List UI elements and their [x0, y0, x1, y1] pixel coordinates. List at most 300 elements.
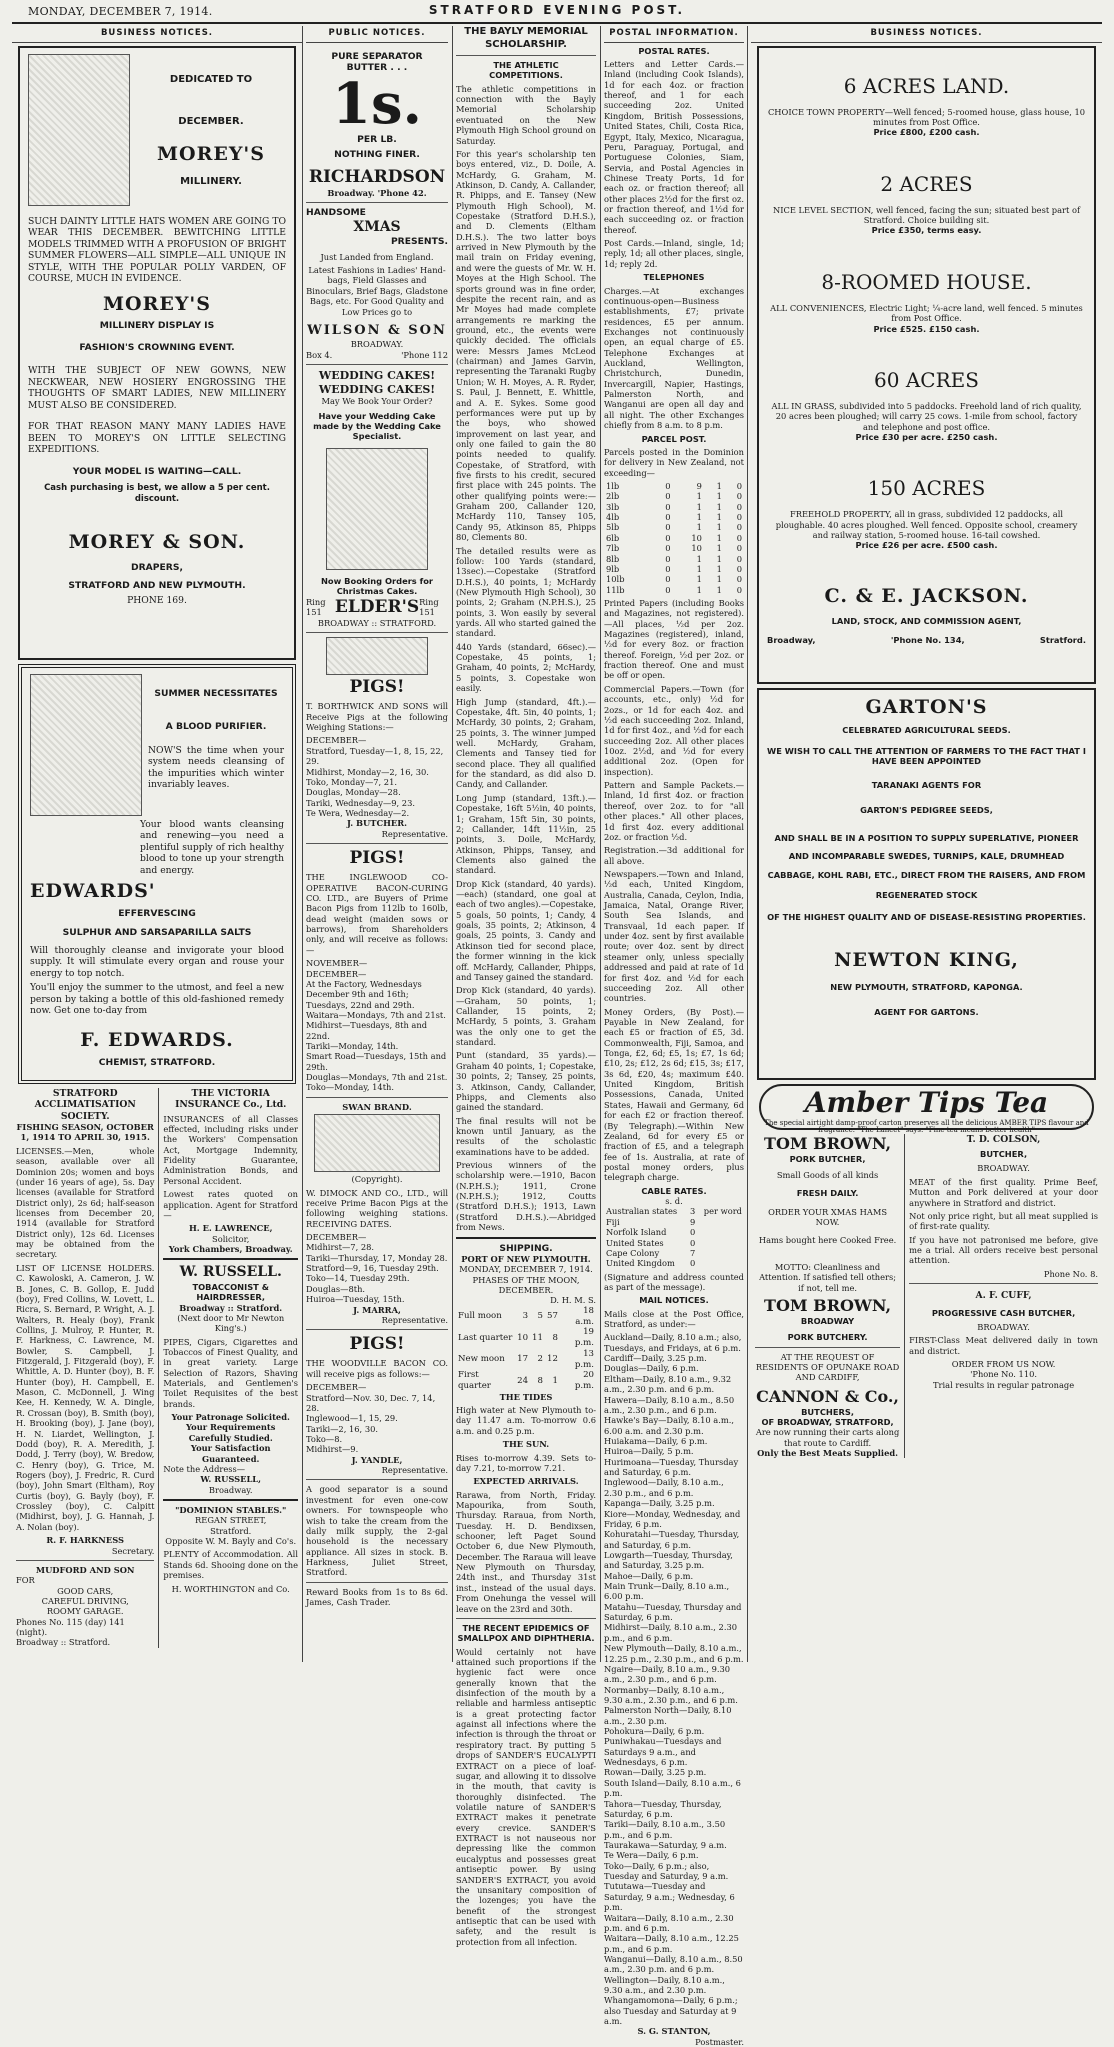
victoria-role: Solicitor, — [212, 1233, 250, 1244]
table-cell: 13 p.m. — [574, 1348, 594, 1370]
postmaster-signature: S. G. STANTON, — [637, 2026, 711, 2037]
schedule-line: Stratford—Nov. 30, Dec. 7, 14, 28. — [306, 1392, 436, 1413]
brown-heading: TOM BROWN, — [764, 1133, 892, 1153]
garton-heading: GARTON'S — [865, 695, 988, 718]
schedule-line: Te Wera, Wednesday—2. — [306, 807, 410, 818]
table-cell: 1 — [716, 512, 722, 523]
mail-line: New Plymouth—Daily, 8.10 a.m., 12.25 p.m., 2.30 p.m., and 6 p.m. — [604, 1643, 744, 1664]
schedule-line: Tariki—Thursday, 17, Monday 28. — [306, 1252, 448, 1263]
month-label: NOVEMBER— — [306, 958, 368, 969]
dedication-month: DECEMBER. — [178, 116, 244, 128]
table-cell: 1 — [716, 553, 722, 564]
edwards-paragraph: You'll enjoy the summer to the utmost, and feel a new person by taking a bottle of this old-fashioned remedy now. Get one to-day from — [30, 982, 284, 1017]
swan-brand-heading: SWAN BRAND. — [342, 1101, 412, 1112]
woodville-paragraph: THE WOODVILLE BACON CO. will receive pigs as follows:— — [306, 1358, 448, 1379]
article-paragraph: Drop Kick (standard, 40 yards).—Graham, 50 points, 1; Callander, 15 points, 2; McHardy, 5 points, 3. Graham was the only one to get the standard. — [456, 985, 596, 1048]
table-cell: 0 — [665, 574, 671, 585]
sun-heading: THE SUN. — [502, 1439, 550, 1450]
article-paragraph: Drop Kick (standard, 40 yards).—each) (standard, one goal at each of two angles).—Copestake, 5 goals, 50 points, 1; Candy, 4 goals, 35 points, 2; Atkinson, 4 goals, 25 points, 3. Candy and Atkinson tied for second place, the former winning in the kick off. McHardy, Callander, Phipps, and Tansey gained the standard. — [456, 878, 596, 982]
column-business-notices-left — [12, 26, 302, 1662]
schedule-line: Midhirst—7, 28. — [306, 1242, 375, 1253]
mail-line: Kohuratahi—Tuesday, Thursday, and Saturday, 6 p.m. — [604, 1529, 740, 1550]
schedule-line: Huiroa—Tuesday, 15th. — [306, 1294, 405, 1305]
parcel-row — [604, 585, 744, 595]
section-heading: BUSINESS NOTICES. — [12, 26, 302, 43]
separator-paragraph: A good separator is a sound investment for even one-cow owners. For townspeople who wish to take the cream from the daily milk supply, the 2-gal household is the necessary appliance. All sizes in stock. B. Harkness, Juliet Street, Stratford. — [306, 1484, 448, 1578]
table-cell: 6lb — [606, 532, 620, 543]
table-cell: 0 — [690, 1258, 696, 1269]
section-heading: PUBLIC NOTICES. — [306, 26, 448, 43]
table-cell: 11lb — [606, 584, 625, 595]
wilson-box: Box 4. — [306, 349, 333, 360]
scholarship-heading: THE BAYLY MEMORIAL SCHOLARSHIP. — [464, 26, 588, 50]
wilson-address: BROADWAY. — [350, 339, 404, 350]
butter-line: BUTTER . . . — [346, 62, 408, 74]
cannon-address: OF BROADWAY, STRATFORD, — [761, 1417, 894, 1428]
newton-king-agent: AGENT FOR GARTONS. — [874, 1006, 979, 1017]
money-orders: Money Orders, (By Post).—Payable in New Zealand, for each £5 or fraction of £5, 3d. Commonwealth, Fiji, Samoa, and Tonga, £2, 6d; £5, 1s; £7, 1s 6d; £10, 2s; £12, 2s 6d; £15, 3s; £17, 3s 6d, £20, 4s; maximum £40. United Kingdom, British Possessions, Canada, United States, Hawaii and Germany, 6d for each £2 or fraction thereof. (By Telegraph).—Within New Zealand, 6d for every £5 or fraction of £5, and a telegraph fee of 1s. Australia, at rate of postal money orders, plus telegraph charge. — [604, 1006, 744, 1183]
column-public-notices — [306, 26, 448, 1662]
table-cell: 1 — [716, 481, 722, 491]
parcel-row — [604, 502, 744, 512]
presents-label: PRESENTS. — [390, 236, 448, 248]
russell-note: Note the Address— — [163, 1463, 246, 1474]
cash-discount: Cash purchasing is best, we allow a 5 per cent. discount. — [44, 483, 270, 504]
russell-note: (Next door to Mr Newton King's.) — [177, 1312, 285, 1334]
article-paragraph: High Jump (standard, 4ft.).—Copestake, 4ft. 5in, 40 points, 1; McHardy, 30 points, 2; Graham, 25 points, 3. The winner jumped well. McHardy, Graham, Clements and Tansey tied for second place. They all qualified for the standard, as did also D. Candy, and Callander. — [456, 696, 596, 790]
table-cell — [697, 1258, 744, 1268]
nothing-finer: NOTHING FINER. — [334, 149, 420, 161]
jackson-address: Broadway, — [767, 634, 816, 645]
swan-pig-illustration — [314, 1114, 440, 1172]
masthead — [12, 2, 1102, 22]
russell-trade: TOBACCONIST & HAIRDRESSER, — [192, 1281, 269, 1303]
listing-heading: 6 ACRES LAND. — [843, 73, 1010, 98]
table-cell: 0 — [665, 543, 671, 554]
table-cell: 10lb — [606, 574, 625, 585]
brown-goods: FRESH DAILY. — [796, 1188, 859, 1199]
elder-ring: Ring 151 — [306, 596, 326, 618]
table-cell: 0 — [736, 501, 742, 512]
mail-line: Ngaire—Daily, 8.10 a.m., 9.30 a.m., 2.30 p.m., and 6 p.m. — [604, 1663, 731, 1685]
stables-note: Opposite W. M. Bayly and Co's. — [165, 1536, 297, 1547]
table-cell — [697, 1227, 744, 1237]
jackson-trade: LAND, STOCK, AND COMMISSION AGENT, — [831, 616, 1022, 627]
mail-line: Taurakawa—Saturday, 9 a.m. — [604, 1840, 727, 1850]
cable-row — [604, 1248, 744, 1258]
mail-line: Hurimoana—Tuesday, Thursday and Saturday, 6 p.m. — [604, 1456, 739, 1478]
mail-schedule — [604, 1332, 744, 2026]
hat-lady-illustration — [28, 54, 130, 206]
table-cell: 0 — [736, 543, 742, 554]
pig-illustration — [326, 637, 428, 675]
mail-line: Inglewood—Daily, 8.10 a.m., 2.30 p.m., and 6 p.m. — [604, 1477, 724, 1498]
mail-line: Mahoe—Daily, 6 p.m. — [604, 1570, 694, 1581]
table-cell: 8 — [537, 1375, 543, 1386]
parcel-row — [604, 574, 744, 584]
table-cell: Norfolk Island — [606, 1227, 667, 1238]
schedule-line: Tariki—2, 16, 30. — [306, 1423, 379, 1434]
colson-heading: T. D. COLSON, — [966, 1133, 1041, 1145]
amber-tips-advert — [759, 1084, 1094, 1134]
jackson-land-advert — [757, 46, 1096, 684]
mail-line: Tututawa—Tuesday and Saturday, 9 a.m.; Wednesday, 6 p.m. — [604, 1881, 735, 1913]
woodville-schedule — [306, 1393, 448, 1455]
month-label: DECEMBER— — [306, 1232, 367, 1242]
table-cell: 1lb — [606, 481, 620, 491]
column-postal — [604, 26, 744, 2047]
pattern-packets: Pattern and Sample Packets.—Inland, 1d first 4oz. or fraction thereof, over 2oz. to for "all other places." All other places, 1d first 4oz. every additional 2oz. or fraction ½d. — [604, 780, 744, 842]
mudford-phone: Phones No. 115 (day) 141 (night). — [16, 1616, 125, 1638]
listing-price: Price £30 per acre. £250 cash. — [855, 431, 998, 442]
table-cell: 0 — [665, 553, 671, 564]
table-cell: 0 — [736, 522, 742, 533]
acclimatisation-notice — [12, 1088, 159, 1648]
lower-left-ads — [12, 1088, 302, 1648]
morey-heading: MOREY'S — [103, 292, 211, 315]
mail-line: Eltham—Daily, 8.10 a.m., 9.32 a.m., 2.30 p.m. and 6 p.m. — [604, 1373, 732, 1395]
printed-papers: Printed Papers (including Books and Magazines, not registered).—All places, ½d per 2oz. Magazines (registered), inland, ½d for every 8oz. or fraction thereof. Foreign, ½d per 2oz. or fraction thereof. One and must be off or open. — [604, 597, 744, 681]
column-scholarship — [456, 26, 596, 1947]
athletic-heading: THE ATHLETIC COMPETITIONS. — [489, 60, 563, 81]
schedule-line: Douglas—8th. — [306, 1283, 366, 1294]
colson-trade: BUTCHER, — [980, 1149, 1028, 1160]
amber-tips-text: The special airtight damp-proof carton preserves all the delicious AMBER TIPS flavour and fragrance. "The Lancet" says: "Fine tea means better health" — [764, 1118, 1089, 1134]
edwards-name: EDWARDS' — [30, 880, 156, 903]
table-cell: 0 — [665, 491, 671, 502]
moon-row — [456, 1327, 596, 1348]
table-cell: 0 — [736, 584, 742, 595]
table-cell: 0 — [736, 481, 742, 491]
table-cell: 0 — [736, 491, 742, 502]
listing-text: CHOICE TOWN PROPERTY—Well fenced; 5-roomed house, glass house, 10 minutes from Post Office. — [767, 106, 1086, 127]
table-cell: 20 p.m. — [574, 1370, 594, 1391]
display-heading: MILLINERY DISPLAY IS — [99, 320, 215, 332]
mudford-line: GOOD CARS, — [57, 1585, 114, 1596]
mail-line: Douglas—Daily, 6 p.m. — [604, 1363, 699, 1374]
newton-king-name: NEWTON KING, — [834, 948, 1019, 971]
brown-goods: ORDER YOUR XMAS HAMS NOW. — [768, 1206, 888, 1228]
morey-paragraph: WITH THE SUBJECT OF NEW GOWNS, NEW NECKWEAR, NEW HOSIERY ENGROSSING THE THOUGHTS OF SMART LADIES, NEW MILLINERY MUST ALSO BE CONSIDERED. — [28, 365, 286, 411]
schedule-line: Toko, Monday—7, 21. — [306, 776, 398, 787]
table-cell: 9 — [696, 481, 702, 491]
butter-price: 1s. — [332, 70, 422, 137]
mail-line: Cardiff—Daily, 3.25 p.m. — [604, 1353, 707, 1364]
mail-line: Auckland—Daily, 8.10 a.m.; also, Tuesdays, and Fridays, at 6 p.m. — [604, 1332, 742, 1353]
morey-advert — [18, 46, 296, 660]
purifier-heading: A BLOOD PURIFIER. — [165, 721, 267, 733]
cable-row — [604, 1238, 744, 1248]
cannon-quality: Only the Best Meats Supplied. — [757, 1448, 899, 1459]
inglewood-paragraph: THE INGLEWOOD CO-OPERATIVE BACON-CURING CO. LTD., are Buyers of Prime Bacon Pigs from 112lb to 160lb, dead weight (maiden sows or barrows), from Shareholders only, and will receive as follows:— — [306, 872, 448, 955]
wilson-name: WILSON & SON — [307, 322, 447, 338]
pigs-heading: PIGS! — [349, 1334, 405, 1355]
postmaster-role: Postmaster. — [695, 2036, 744, 2047]
sun-text: Rises to-morrow 4.39. Sets to-day 7.21, to-morrow 7.21. — [456, 1452, 596, 1473]
colson-text: MEAT of the first quality. Prime Beef, Mutton and Pork delivered at your door anywhere in Stratford and district. — [909, 1176, 1098, 1208]
summer-heading: SUMMER NECESSITATES — [154, 687, 278, 699]
table-cell: 1 — [716, 584, 722, 595]
mail-line: Huiakama—Daily, 6 p.m. — [604, 1435, 708, 1446]
copyright-label: (Copyright). — [351, 1174, 403, 1185]
table-cell: 1 — [716, 522, 722, 533]
amber-tips-logo: Amber Tips Tea — [804, 1085, 1049, 1119]
parcel-row — [604, 522, 744, 532]
mail-line: Pohokura—Daily, 6 p.m. — [604, 1726, 705, 1737]
per-lb: PER LB. — [357, 133, 397, 145]
dimock-role: Representative. — [381, 1314, 448, 1325]
elder-question: May We Book Your Order? — [321, 396, 433, 407]
article-paragraph: The athletic competitions in connection with the Bayly Memorial Scholarship eventuated on the New Plymouth High School ground on Saturday. — [456, 83, 596, 146]
table-cell: 0 — [665, 584, 671, 595]
table-cell: 1 — [696, 491, 702, 502]
woodville-signature: J. YANDLE, — [351, 1454, 403, 1465]
pigs-heading: PIGS! — [349, 848, 405, 869]
mail-line: South Island—Daily, 8.10 a.m., 6 p.m. — [604, 1777, 741, 1799]
table-cell: 1 — [716, 574, 722, 585]
millinery-label: MILLINERY. — [180, 176, 242, 188]
parcel-row — [604, 564, 744, 574]
pigs-heading: PIGS! — [349, 677, 405, 698]
mail-line: Puniwhakau—Tuesdays and Saturdays 9 a.m., and Wednesdays, 6 p.m. — [604, 1736, 722, 1768]
table-cell: 8lb — [606, 553, 620, 564]
parcel-row — [604, 481, 744, 491]
garton-subheading: CELEBRATED AGRICULTURAL SEEDS. — [842, 725, 1011, 736]
mail-line: Waitara—Daily, 8.10 a.m., 2.30 p.m. and 6 p.m. — [604, 1912, 734, 1933]
borthwick-role: Representative. — [381, 828, 448, 839]
cable-columns: s. d. — [665, 1196, 683, 1207]
cable-row — [604, 1206, 744, 1216]
table-cell: United Kingdom — [606, 1258, 675, 1269]
column-divider — [747, 26, 748, 1662]
listing-text: ALL IN GRASS, subdivided into 5 paddocks. Freehold land of rich quality, 20 acres been ploughed; will carry 25 cows. 1-mile from school, factory and telephone and post office. — [771, 400, 1082, 432]
elder-ring: Ring 151 — [419, 596, 439, 618]
town-crier-illustration — [30, 674, 142, 816]
edwards-advert — [18, 664, 296, 1084]
victoria-paragraph: Lowest rates quoted on application. Agent for Stratford— — [163, 1189, 298, 1220]
jackson-name: C. & E. JACKSON. — [824, 584, 1029, 607]
article-paragraph: Previous winners of the scholarship were.—1910, Bacon (N.P.H.S.); 1911, Crone (N.P.H.S.); 1912, Coutts (Stratford D.H.S.); 1913, Lawn (Stratford D.H.S.).—Abridged from News. — [456, 1160, 596, 1233]
commercial-papers: Commercial Papers.—Town (for accounts, etc., only) ½d for 2ozs., or 1d for each 4oz. and ½d each succeeding 2oz. Inland, 1d for first 4oz., and ½d for each succeeding 2oz. All other places 10oz. 2½d, and ½d for every additional 2oz. (Open for inspection). — [604, 683, 744, 777]
stables-address: REGAN STREET, — [195, 1515, 267, 1526]
table-cell: Australian states — [606, 1206, 678, 1217]
parcel-row — [604, 491, 744, 501]
table-cell: 3lb — [606, 501, 620, 512]
table-cell: 9lb — [606, 563, 620, 574]
table-cell: 57 — [546, 1311, 558, 1322]
jackson-phone: 'Phone No. 134, — [890, 634, 965, 645]
table-cell: 1 — [716, 491, 722, 502]
brown-pork: PORK BUTCHERY. — [787, 1332, 868, 1343]
table-cell: Last quarter — [458, 1332, 513, 1343]
mail-line: Rowan—Daily, 3.25 p.m. — [604, 1767, 707, 1778]
table-cell: Full moon — [458, 1311, 502, 1322]
russell-heading: W. RUSSELL. — [179, 1264, 282, 1281]
richardson-address: Broadway. 'Phone 42. — [327, 187, 427, 198]
garton-text: OF THE HIGHEST QUALITY AND OF DISEASE-RESISTING PROPERTIES. — [767, 912, 1086, 923]
mail-line: Tariki—Daily, 8.10 a.m., 3.50 p.m., and 6 p.m. — [604, 1819, 726, 1840]
table-cell: 1 — [696, 522, 702, 533]
table-cell: 5lb — [606, 522, 620, 533]
victoria-heading: THE VICTORIA INSURANCE Co., Ltd. — [175, 1087, 287, 1111]
schedule-line: Stratford—9, 16, Tuesday 29th. — [306, 1263, 439, 1274]
colson-address: BROADWAY. — [977, 1163, 1030, 1174]
secretary-signature: R. F. HARKNESS — [46, 1535, 125, 1546]
fashion-heading: FASHION'S CROWNING EVENT. — [79, 341, 235, 353]
moon-phase-table — [456, 1306, 596, 1392]
arrivals-heading: EXPECTED ARRIVALS. — [473, 1476, 579, 1487]
cable-heading: CABLE RATES. — [641, 1185, 707, 1196]
listing-text: ALL CONVENIENCES, Electric Light; ¼-acre land, well fenced. 5 minutes from Post Office. — [770, 302, 1083, 324]
table-cell: 0 — [665, 563, 671, 574]
table-cell: 19 p.m. — [574, 1327, 594, 1349]
listing-text: NICE LEVEL SECTION, well fenced, facing the sun; situated best part of Stratford. Choice building sit. — [772, 204, 1081, 226]
table-cell: 0 — [736, 532, 742, 543]
parcel-row — [604, 512, 744, 522]
scholarship-article — [456, 84, 596, 1233]
table-cell: per word — [703, 1206, 742, 1217]
table-cell: 10 — [691, 543, 702, 554]
victoria-paragraph: INSURANCES of all Classes effected, including risks under the Workers' Compensation Act, Mortgage Indemnity, Fidelity Guarantee, Administration Bonds, and Personal Accident. — [163, 1113, 298, 1186]
mail-line: Tahora—Tuesday, Thursday, Saturday, 6 p.m. — [604, 1798, 722, 1819]
mail-intro: Mails close at the Post Office, Stratford, as under:— — [604, 1308, 744, 1330]
schedule-line: Tariki—Monday, 14th. — [306, 1041, 399, 1052]
russell-signature: W. RUSSELL, — [200, 1474, 262, 1485]
butter-line: PURE SEPARATOR — [331, 50, 423, 62]
borthwick-paragraph: T. BORTHWICK AND SONS will Receive Pigs at the following Weighing Stations:— — [306, 701, 448, 733]
cannon-heading: CANNON & Co., — [756, 1386, 899, 1406]
mail-line: Waitara—Daily, 8.10 a.m., 12.25 p.m., and 6 p.m. — [604, 1933, 739, 1954]
shipping-heading: SHIPPING. — [499, 1242, 553, 1254]
borthwick-signature: J. BUTCHER. — [346, 818, 408, 829]
parcel-row — [604, 543, 744, 553]
colson-text: If you have not patronised me before, give me a trial. All orders receive best personal attention. — [909, 1234, 1098, 1266]
cuff-order: ORDER FROM US NOW. — [951, 1359, 1056, 1370]
mail-line: Midhirst—Daily, 8.10 a.m., 2.30 p.m., and 6 p.m. — [604, 1622, 738, 1643]
garton-text: WE WISH TO CALL THE ATTENTION OF FARMERS TO THE FACT THAT I HAVE BEEN APPOINTED — [767, 745, 1086, 767]
moon-row — [456, 1349, 596, 1370]
edwards-firm: F. EDWARDS. — [80, 1028, 234, 1051]
month-label: DECEMBER— — [306, 968, 367, 979]
brown-trade: PORK BUTCHER, — [789, 1153, 866, 1164]
schedule-line: Toko—8. — [306, 1434, 343, 1444]
cannon-text: Are now running their carts along that route to Cardiff. — [755, 1427, 900, 1448]
table-cell — [697, 1238, 744, 1248]
russell-address: Broadway :: Stratford. — [179, 1302, 283, 1313]
mail-line: Hawke's Bay—Daily, 8.10 a.m., 6.00 a.m. and 2.30 p.m. — [604, 1415, 735, 1436]
listing-price: Price £525. £150 cash. — [873, 323, 980, 334]
month-label: DECEMBER— — [306, 735, 367, 746]
mail-line: Whangamomona—Daily, 6 p.m.; also Tuesday and Saturday at 9 a.m. — [604, 1995, 738, 2027]
table-cell: 12 — [546, 1354, 558, 1365]
garton-text: REGENERATED STOCK — [875, 889, 978, 900]
edwards-paragraph: Will thoroughly cleanse and invigorate your blood supply. It will stimulate every organ and rouse your energy to top notch. — [30, 944, 284, 979]
parcel-row — [604, 533, 744, 543]
brown-goods: Hams bought here Cooked Free. — [758, 1235, 897, 1246]
moon-row — [456, 1306, 596, 1327]
brown-address: BROADWAY — [800, 1315, 855, 1326]
table-cell: 0 — [690, 1237, 696, 1248]
table-cell: 10 — [517, 1332, 529, 1343]
drapers-label: DRAPERS, — [130, 562, 183, 574]
column-divider — [600, 26, 601, 1662]
mudford-line: ROOMY GARAGE. — [46, 1606, 124, 1617]
table-cell: 0 — [736, 563, 742, 574]
mail-line: Wanganui—Daily, 8.10 a.m., 8.50 a.m., 2.30 p.m. and 6 p.m. — [604, 1953, 743, 1975]
telephone-charges: Charges.—At exchanges continuous-open—Business establishments, £7; private residences, £5 per annum. Exchanges not continuously open, an equal charge of £5. Telephone Exchanges at Auckland, Wellington, Christchurch, Dunedin, Invercargill, Napier, Hastings, Palmerston North, and Wanganui are open all day and all night. The other Exchanges chiefly from 8 a.m. to 8 p.m. — [604, 285, 744, 431]
table-cell: 0 — [736, 512, 742, 523]
russell-slogan: Your Satisfaction Guaranteed. — [190, 1443, 271, 1464]
schedule-line: Douglas—Mondays, 7th and 21st. — [306, 1072, 448, 1083]
table-cell: 9 — [690, 1216, 696, 1227]
shipping-date: MONDAY, DECEMBER 7, 1914. — [459, 1264, 593, 1275]
column-business-notices-right — [751, 26, 1102, 1662]
table-cell: 5 — [537, 1311, 543, 1322]
listing-price: Price £800, £200 cash. — [873, 127, 980, 138]
mudford-line: CAREFUL DRIVING, — [41, 1595, 129, 1606]
moon-columns: D. H. M. S. — [550, 1295, 596, 1306]
stables-heading: "DOMINION STABLES." — [175, 1504, 287, 1515]
table-cell: 0 — [665, 532, 671, 543]
tides-heading: THE TIDES — [499, 1391, 553, 1402]
mudford-address: Broadway :: Stratford. — [16, 1637, 111, 1648]
parcel-row — [604, 554, 744, 564]
port-label: PORT OF NEW PLYMOUTH. — [461, 1254, 591, 1265]
table-cell: 1 — [696, 584, 702, 595]
handsome-label: HANDSOME — [306, 207, 366, 219]
mail-line: Hawera—Daily, 8.10 a.m., 8.50 a.m., 2.30 p.m., and 6 p.m. — [604, 1394, 735, 1415]
schedule-line: Inglewood—1, 15, 29. — [306, 1413, 398, 1424]
reward-books: Reward Books from 1s to 8s 6d. James, Cash Trader. — [306, 1586, 448, 1608]
morey-paragraph: FOR THAT REASON MANY MANY LADIES HAVE BEEN TO MOREY'S ON LITTLE SELECTING EXPEDITIONS. — [28, 421, 286, 456]
letters-rates: Letters and Letter Cards.—Inland (including Cook Islands), 1d for each 4oz. or fraction thereof, and 1 for each succeeding 2oz. United Kingdom, British Possessions, United States, Chili, Costa Rica, Egypt, Italy, Mexico, Nicaragua, Peru, Paraguay, Portugal, and Portuguese Colonies, Siam, Servia, and Postal Agencies in Chinese Treaty Ports, 1d for each oz. or fraction thereof; all other places 2½d for the first oz. or fraction thereof, and 1½d for each succeeding oz. or fraction thereof. — [604, 58, 744, 235]
acclimatisation-heading: STRATFORD ACCLIMATISATION SOCIETY. — [34, 1087, 136, 1122]
victoria-signature: H. E. LAWRENCE, — [188, 1223, 273, 1234]
moon-row — [456, 1370, 596, 1391]
licenses-paragraph: LICENSES.—Men, whole season, available over all Dominion 20s; women and boys (under 16 years of age), 5s. Day licenses (available for Stratford District only), 2s 6d; half-season licenses from December 20, 1914 (available for Stratford District only), 12s 6d. Licenses may be obtained from the secretary. — [16, 1145, 155, 1260]
paper-title: STRATFORD EVENING POST. — [428, 3, 686, 17]
mudford-heading: MUDFORD AND SON — [35, 1564, 135, 1575]
article-paragraph: 440 Yards (standard, 66sec).—Copestake, 45 points, 1; Graham, 40 points, 2; McHardy, 5 points, 3. Copestake won easily. — [456, 641, 596, 694]
article-paragraph: The final results will not be known until January, as the results of the scholastic examinations have to be added. — [456, 1115, 596, 1157]
model-heading: YOUR MODEL IS WAITING—CALL. — [72, 465, 242, 477]
schedule-line: Toko—14, Tuesday 29th. — [306, 1273, 410, 1284]
table-cell: United States — [606, 1237, 664, 1248]
morey-firm: MOREY & SON. — [68, 530, 246, 553]
borthwick-schedule — [306, 746, 448, 819]
mail-line: Wellington—Daily, 8.10 a.m., 9.30 a.m., and 2.30 p.m. — [604, 1974, 725, 1996]
table-cell: 24 — [517, 1375, 529, 1386]
schedule-line: Midhirst, Monday—2, 16, 30. — [306, 766, 429, 777]
wedding-cakes-heading: WEDDING CAKES! WEDDING CAKES! — [318, 368, 436, 396]
listing-heading: 8-ROOMED HOUSE. — [821, 269, 1032, 294]
cuff-text: FIRST-Class Meat delivered daily in town and district. — [909, 1335, 1098, 1356]
parcel-heading: PARCEL POST. — [641, 433, 707, 444]
article-paragraph: For this year's scholarship ten boys entered, viz., D. Doile, A. McHardy, G. Graham, M. Atkinson, D. Candy, A. Callander, R. Phipps, and E. Tansey (New Plymouth High School), M. Copestake (Stratford D.H.S.), and D. Clements (Eltham D.H.S.). The two latter boys arrived in New Plymouth by the mail train on Friday evening, and were the guests of Mr. W. H. Moyes at the High School. The sports ground was in fine order, despite the recent rain, and as Mr Moyes had made complete arrangements re marking the ground, etc., the events were quickly decided. The officials were: Messrs James McLeod (chairman) and James Garvin, representing the Taranaki Rugby Union; W. H. Moyes, A. R. Ryder, S. Paul, J. Bennett, E. Whittle, and A. E. Sykes. Some good performances were put up by the boys, who showed improvement on last year, and only one failed to gain the 80 points needed to qualify. Copestake, of Stratford, with five firsts to his credit, secured first place with 245 points. The other qualifying points were:—Graham 200, Callander 120, McHardy 110, Tansey 105, Candy 95, Atkinson 85, Phipps 80, Clements 80. — [456, 148, 596, 543]
post-card-rates: Post Cards.—Inland, single, 1d; reply, 1d; all other places, single, 1d; reply 2d. — [604, 238, 744, 269]
mail-line: Normanby—Daily, 8.10 a.m., 9.30 a.m., 2.30 p.m., and 6 p.m. — [604, 1684, 738, 1705]
column-divider — [302, 26, 303, 1662]
article-paragraph: Long Jump (standard, 13ft.).—Copestake, 16ft 5½in, 40 points, 1; Graham, 15ft 5in, 30 points, 2; Callander, 14ft 11½in, 25 points, 3. Doile, McHardy, Atkinson, Phipps, Tansey, and Clements also gained the standard. — [456, 792, 596, 876]
mail-line: Palmerston North—Daily, 8.10 a.m., 2.30 p.m. — [604, 1705, 732, 1726]
dedication-line: DEDICATED TO — [169, 73, 253, 85]
edwards-paragraph: Your blood wants cleansing and renewing—you need a plentiful supply of rich healthy blood to tone up your strength and energy. — [140, 818, 284, 876]
issue-date: MONDAY, DECEMBER 7, 1914. — [28, 5, 213, 18]
listing-price: Price £350, terms easy. — [871, 225, 982, 236]
mail-line: Kiore—Monday, Wednesday, and Friday, 6 p.m. — [604, 1508, 741, 1529]
moon-heading: PHASES OF THE MOON, DECEMBER. — [472, 1274, 580, 1296]
registration: Registration.—3d additional for all above. — [604, 845, 744, 866]
